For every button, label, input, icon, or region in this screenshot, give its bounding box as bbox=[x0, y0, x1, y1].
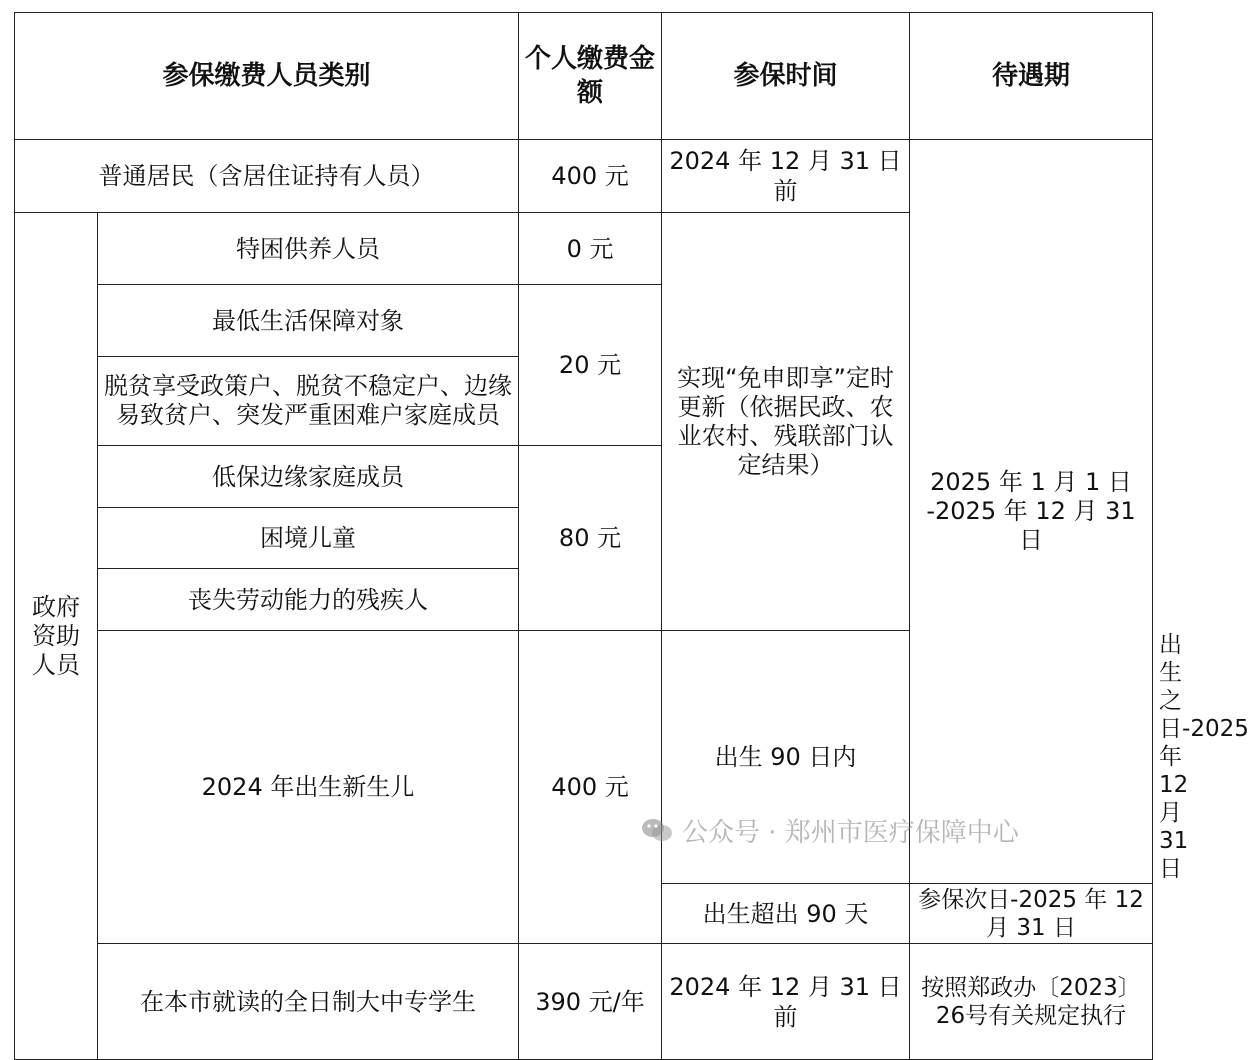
time-auto: 实现“免申即享”定时更新（依据民政、农业农村、残联部门认定结果） bbox=[662, 213, 910, 631]
ordinary-amount: 400 元 bbox=[519, 140, 662, 213]
insurance-fee-table bbox=[14, 12, 1249, 1060]
student-period: 按照郑政办〔2023〕26号有关规定执行 bbox=[910, 944, 1153, 1060]
amount-80: 80 元 bbox=[519, 446, 662, 631]
table-row: 2024 年出生新生儿 400 元 出生 90 日内 出生之日-2025 年 12 月 31 日 bbox=[15, 631, 1153, 884]
student-time: 2024 年 12 月 31 日前 bbox=[662, 944, 910, 1060]
amount-20: 20 元 bbox=[519, 285, 662, 446]
table-row bbox=[15, 944, 1153, 1060]
newborn-over90: 出生超出 90 天 bbox=[662, 884, 910, 944]
student-label: 在本市就读的全日制大中专学生 bbox=[98, 944, 519, 1060]
benefit-period-main: 2025 年 1 月 1 日 -2025 年 12 月 31 日 bbox=[910, 140, 1153, 884]
header-benefit: 待遇期 bbox=[910, 13, 1153, 140]
disabled-label: 丧失劳动能力的残疾人 bbox=[98, 569, 519, 631]
table-row bbox=[15, 140, 1153, 213]
newborn-amount: 400 元 bbox=[519, 631, 662, 944]
group-label: 政府资助人员 bbox=[15, 213, 98, 1060]
ordinary-time: 2024 年 12 月 31 日前 bbox=[662, 140, 910, 213]
newborn-within90: 出生 90 日内 bbox=[662, 631, 910, 884]
distress-children-label: 困境儿童 bbox=[98, 508, 519, 569]
watermark-text: 公众号 · 郑州市医疗保障中心 bbox=[682, 817, 1019, 848]
poverty-label: 脱贫享受政策户、脱贫不稳定户、边缘易致贫户、突发严重困难户家庭成员 bbox=[98, 357, 519, 446]
newborn-label: 2024 年出生新生儿 bbox=[98, 631, 519, 944]
newborn-over90-period: 参保次日-2025 年 12 月 31 日 bbox=[910, 884, 1153, 944]
header-amount: 个人缴费金额 bbox=[519, 13, 662, 140]
special-hardship-amount: 0 元 bbox=[519, 213, 662, 285]
min-living-label: 最低生活保障对象 bbox=[98, 285, 519, 357]
special-hardship-label: 特困供养人员 bbox=[98, 213, 519, 285]
header-category: 参保缴费人员类别 bbox=[15, 13, 519, 140]
header-row bbox=[15, 13, 1153, 140]
ordinary-label: 普通居民（含居住证持有人员） bbox=[15, 140, 519, 213]
header-time: 参保时间 bbox=[662, 13, 910, 140]
student-amount: 390 元/年 bbox=[519, 944, 662, 1060]
low-edge-label: 低保边缘家庭成员 bbox=[98, 446, 519, 508]
